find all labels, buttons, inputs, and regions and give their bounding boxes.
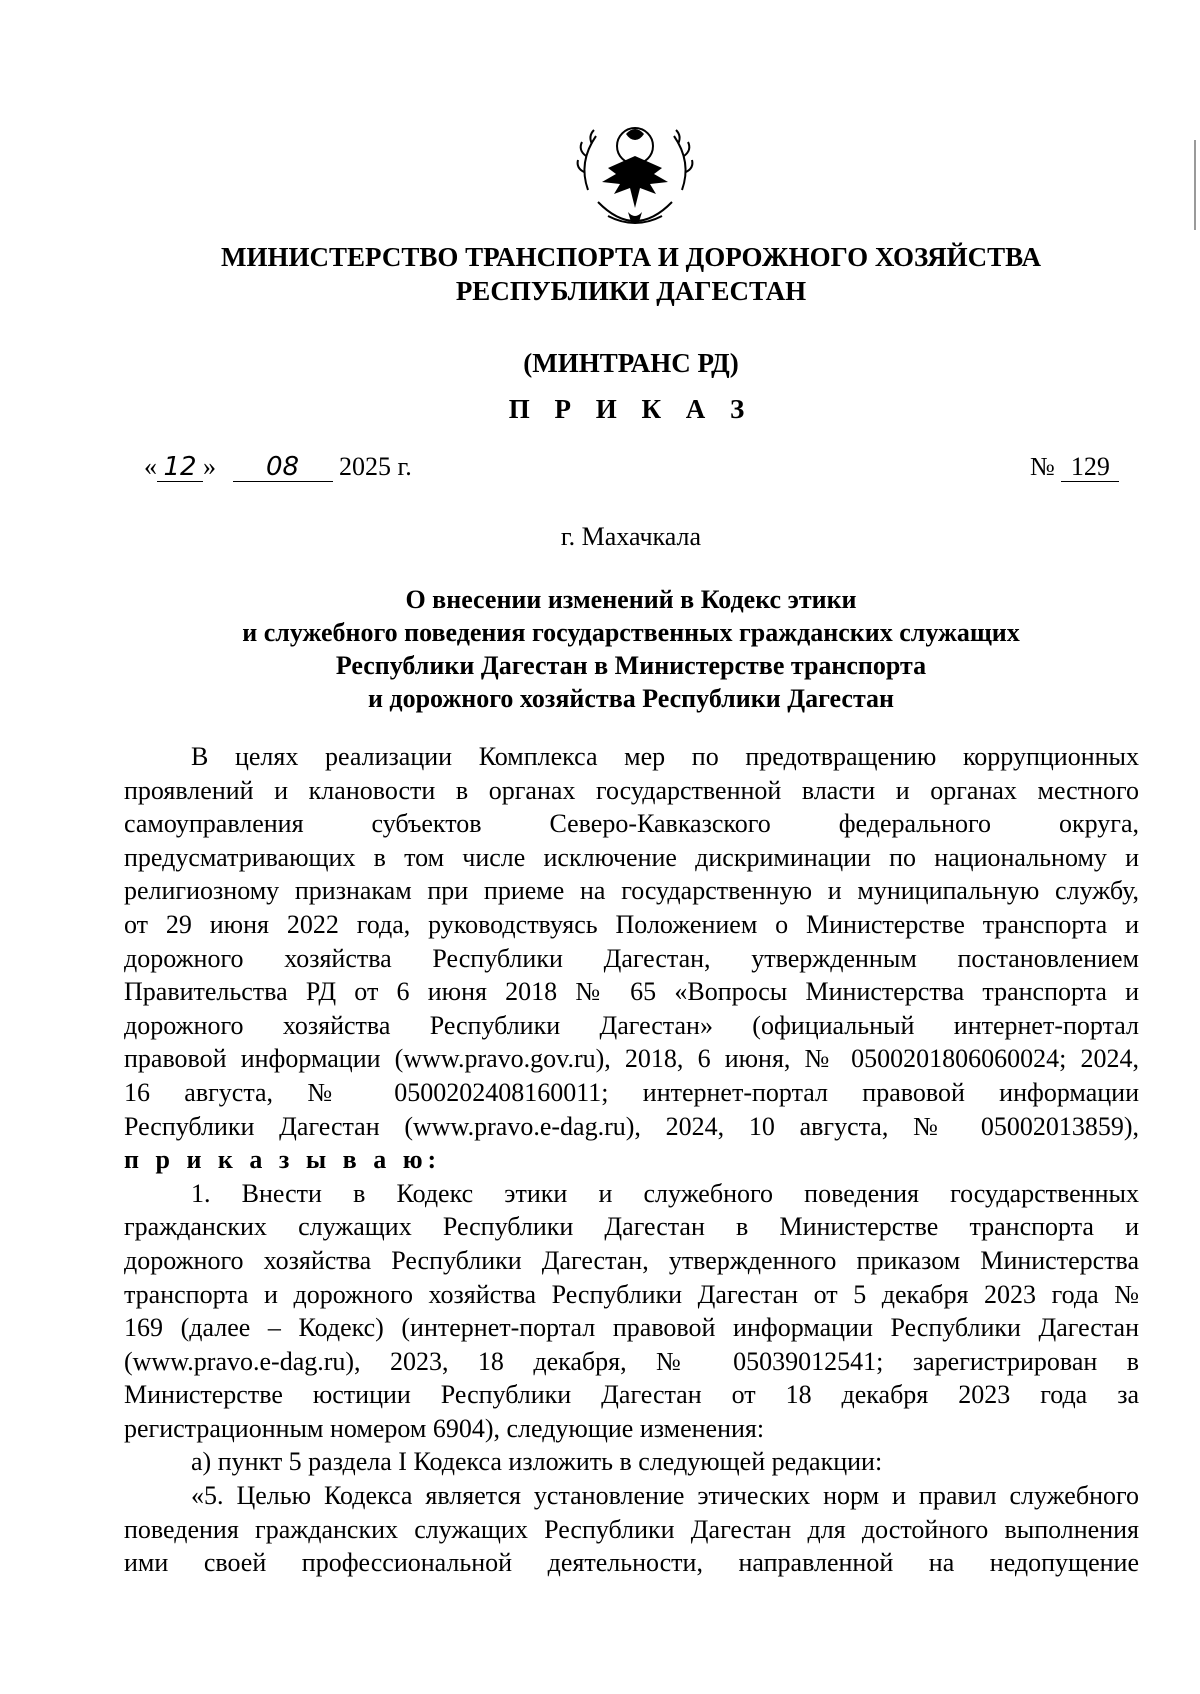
body-line: дорожного хозяйства Республики Дагестан» (официальный интернет-портал <box>124 1010 1139 1040</box>
order-body <box>124 740 1139 1580</box>
body-line: проявлений и клановости в органах государственной власти и органах местного <box>124 775 1139 805</box>
body-line: правовой информации (www.pravo.gov.ru), 2018, 6 июня, № 0500201806060024; 2024, <box>124 1044 1139 1074</box>
ministry-name-line2: РЕСПУБЛИКИ ДАГЕСТАН <box>455 276 807 306</box>
body-line: а) пункт 5 раздела I Кодекса изложить в следующей редакции: <box>191 1447 883 1477</box>
ministry-name-line1: МИНИСТЕРСТВО ТРАНСПОРТА И ДОРОЖНОГО ХОЗЯЙСТВА <box>221 242 1041 272</box>
body-line: самоуправления субъектов Северо-Кавказского федерального округа, <box>124 809 1139 839</box>
body-line: дорожного хозяйства Республики Дагестан, утвержденным постановлением <box>124 943 1139 973</box>
body-line: 1. Внести в Кодекс этики и служебного поведения государственных <box>191 1178 1139 1208</box>
body-line: Министерстве юстиции Республики Дагестан от 18 декабря 2023 года за <box>124 1380 1139 1410</box>
body-line: дорожного хозяйства Республики Дагестан, утвержденного приказом Министерства <box>124 1245 1139 1275</box>
order-number-value: 129 <box>1061 453 1119 482</box>
body-line: (www.pravo.e-dag.ru), 2023, 18 декабря, № 05039012541; зарегистрирован в <box>124 1346 1139 1376</box>
title-line: О внесении изменений в Кодекс этики <box>405 585 857 614</box>
body-line: В целях реализации Комплекса мер по предотвращению коррупционных <box>191 742 1139 771</box>
body-line-order-verb: п р и к а з ы в а ю: <box>124 1145 442 1175</box>
body-line: 16 августа, № 0500202408160011; интернет-портал правовой информации <box>124 1077 1139 1107</box>
body-line: регистрационным номером 6904), следующие изменения: <box>124 1413 765 1443</box>
title-line: и служебного поведения государственных гражданских служащих <box>242 618 1020 647</box>
coat-of-arms-emblem <box>568 112 702 240</box>
ministry-name <box>0 240 1200 308</box>
date-day: 12 <box>157 453 203 482</box>
ministry-short-name: (МИНТРАНС РД) <box>523 348 739 378</box>
body-line: религиозному признакам при приеме на государственную и муниципальную службу, <box>124 876 1139 906</box>
order-number <box>1030 450 1119 484</box>
body-line: «5. Целью Кодекса является установление этических норм и правил служебного <box>191 1481 1139 1511</box>
order-date <box>144 450 412 484</box>
body-line: предусматривающих в том числе исключение дискриминации по национальному и <box>124 842 1139 872</box>
body-line: ими своей профессиональной деятельности, направленной на недопущение <box>124 1548 1139 1578</box>
body-line: Республики Дагестан (www.pravo.e-dag.ru), 2024, 10 августа, № 05002013859), <box>124 1111 1139 1141</box>
scan-margin-mark <box>1194 140 1196 230</box>
body-line: транспорта и дорожного хозяйства Республики Дагестан от 5 декабря 2023 года № <box>124 1279 1139 1309</box>
date-year: 2025 г. <box>339 452 412 481</box>
body-line: гражданских служащих Республики Дагестан в Министерстве транспорта и <box>124 1212 1139 1242</box>
date-open-quote: « <box>144 452 157 481</box>
order-title <box>0 583 1200 715</box>
body-line: Правительства РД от 6 июня 2018 № 65 «Вопросы Министерства транспорта и <box>124 977 1139 1007</box>
title-line: Республики Дагестан в Министерстве транспорта <box>335 651 927 680</box>
body-line: поведения гражданских служащих Республики Дагестан для достойного выполнения <box>124 1514 1139 1544</box>
document-type-title: П Р И К А З <box>508 394 754 424</box>
order-number-prefix: № <box>1030 452 1055 481</box>
date-month: 08 <box>233 453 333 482</box>
title-line: и дорожного хозяйства Республики Дагестан <box>367 684 895 713</box>
body-line: 169 (далее – Кодекс) (интернет-портал правовой информации Республики Дагестан <box>124 1313 1139 1343</box>
date-close-quote: » <box>203 452 216 481</box>
city-name: г. Махачкала <box>560 522 702 551</box>
body-line: от 29 июня 2022 года, руководствуясь Положением о Министерстве транспорта и <box>124 909 1139 939</box>
